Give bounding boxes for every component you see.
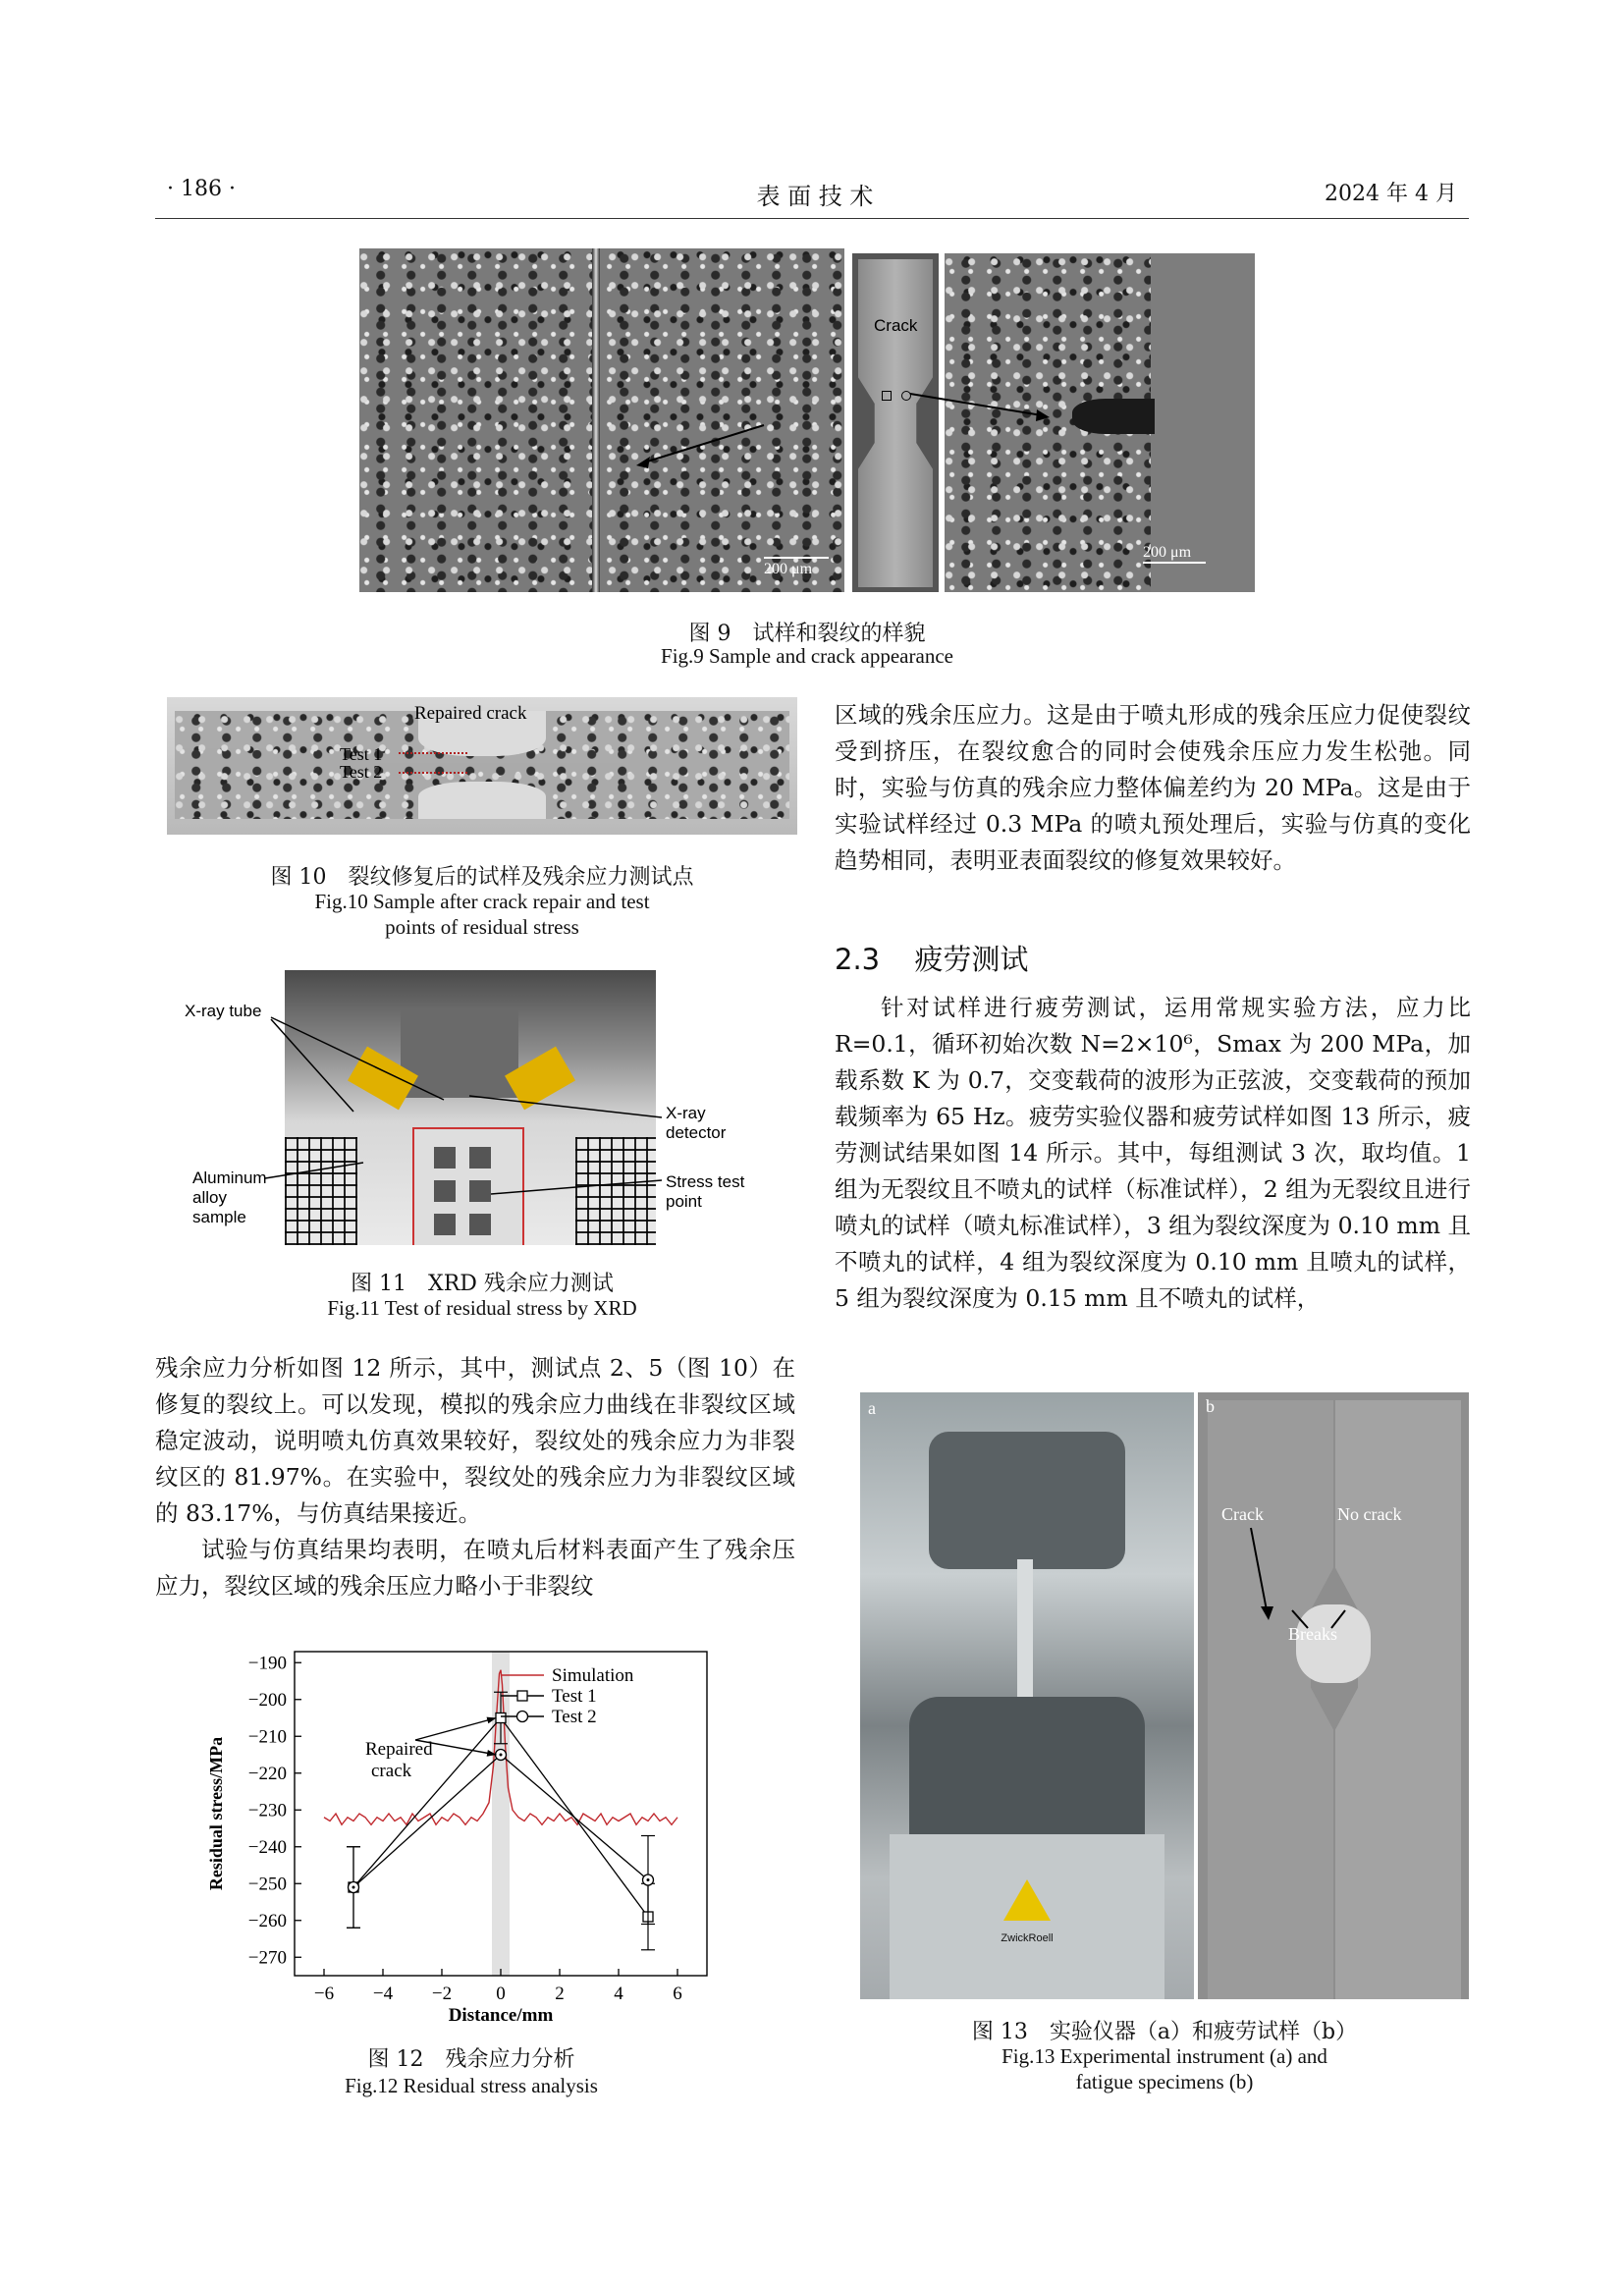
stress-point-label-2: point [666,1192,702,1211]
data-point-test1 [496,1713,506,1723]
fig13b-crack-label: Crack [1221,1504,1264,1524]
fig11-caption-cn: 图 11 XRD 残余应力测试 [351,1272,614,1296]
aluminum-label-3: sample [192,1208,246,1226]
fig12-caption-en: Fig.12 Residual stress analysis [345,2074,598,2097]
y-tick-label: −270 [247,1947,287,1969]
fig9-crack-label: Crack [874,316,918,335]
fig13-caption-cn: 图 13 实验仪器（a）和疲劳试样（b） [971,2020,1358,2044]
fig13b-no-crack-label: No crack [1337,1504,1402,1524]
fig13a-photo [860,1392,1194,1999]
fig9-caption-en: Fig.9 Sample and crack appearance [661,644,953,668]
fig12-caption-cn: 图 12 残余应力分析 [367,2047,575,2072]
right-paragraph-2: 针对试样进行疲劳测试，运用常规实验方法，应力比 R=0.1，循环初始次数 N=2×10⁶，Smax 为 200 MPa，加载系数 K 为 0.7，交变载荷的波形为正弦波，交变载荷的预加载频率为 65 Hz。疲劳实验仪器和疲劳试样如图 13 所示，疲劳测试结果如图 14 所示。其中，每组测试 3 次，取均值。1 组为无裂纹且不喷丸的试样（标准试样），2 组为无裂纹且进行喷丸的试样（喷丸标准试样），3 组为裂纹深度为 0.10 mm 且不喷丸的试样，4 组为裂纹深度为 0.10 mm 且喷丸的试样，5 组为裂纹深度为 0.15 mm 且不喷丸的试样， [835,994,1471,1312]
annotation-repaired: Repaired [365,1739,433,1760]
y-tick-label: −190 [247,1653,287,1674]
left-paragraph-2: 试验与仿真结果均表明，在喷丸后材料表面产生了残余压应力，裂纹区域的残余压应力略小于非裂纹 [155,1536,795,1600]
scale-label-left: 200 μm [764,561,813,577]
x-tick-label: 0 [496,1984,506,2004]
fig10-notch-bottom [418,782,546,819]
y-tick-label: −200 [247,1689,287,1711]
y-tick-label: −240 [247,1836,287,1858]
aluminum-label-2: alloy [192,1188,227,1207]
xray-detector-label-1: X-ray [666,1104,706,1122]
fig13-caption-en-2: fatigue specimens (b) [1075,2070,1254,2093]
x-tick-label: −4 [372,1984,394,2004]
fig13b-breaks-label: Breaks [1288,1624,1337,1644]
fig12-chart [196,1642,746,2044]
fig10-caption-en-1: Fig.10 Sample after crack repair and test [314,890,650,913]
test-points-row1 [399,752,467,758]
header-rule [155,218,1469,219]
fig9-micrograph-left [359,248,844,592]
y-tick-label: −210 [247,1726,287,1748]
scale-bar-left [764,557,829,559]
fig9-arrow-left [359,248,844,592]
right-column-text-2 [835,990,1471,1317]
upper-grip [929,1432,1125,1569]
fig10-test1-label: Test 1 [340,744,383,764]
machine-brand: ZwickRoell [1001,1932,1054,1944]
y-tick-label: −220 [247,1763,287,1784]
y-axis-label: Residual stress/MPa [206,1736,226,1891]
x-tick-label: −6 [313,1984,335,2004]
page-number: · 186 · [167,177,236,201]
fig10-caption-cn: 图 10 裂纹修复后的试样及残余应力测试点 [270,865,694,890]
annotation-crack: crack [371,1761,412,1781]
legend-marker [517,1691,527,1701]
xray-detector-label-2: detector [666,1123,727,1142]
section-heading [835,938,1028,978]
fig13-caption-en-1: Fig.13 Experimental instrument (a) and [1001,2044,1327,2068]
x-tick-label: −2 [431,1984,453,2004]
left-column-text [155,1350,795,1604]
fig10-caption-en-2: points of residual stress [385,915,579,939]
fig10-test2-label: Test 2 [340,762,383,782]
right-edge [1151,253,1255,592]
legend-label: Test 1 [552,1686,597,1707]
fig9-caption-cn: 图 9 试样和裂纹的样貌 [688,622,926,646]
journal-name: 表 面 技 术 [756,183,874,210]
xray-tube-label: X-ray tube [185,1002,262,1020]
fig11-leaders [177,1002,687,1237]
data-point-test2-dot [647,1878,650,1881]
fig9-arrow-right [908,388,1056,427]
fig10-photo [167,697,797,835]
stress-point-label-1: Stress test [666,1172,745,1191]
fig13a-label: a [868,1398,876,1418]
y-tick-label: −250 [247,1874,287,1895]
crack-notch [1072,399,1155,434]
x-tick-label: 6 [673,1984,682,2004]
section-number: 2.3 [835,943,881,976]
fig10-repaired-label: Repaired crack [414,703,527,724]
scale-label-right: 200 μm [1143,544,1192,561]
x-tick-label: 2 [555,1984,565,2004]
section-title: 疲劳测试 [914,943,1029,976]
data-point-test2-dot [500,1754,503,1757]
legend-marker [517,1712,528,1722]
right-column-text-1 [835,697,1471,879]
fig13b-photo [1198,1392,1469,1999]
y-tick-label: −230 [247,1800,287,1821]
test-points-row2 [399,772,467,778]
scale-bar-right [1143,562,1206,564]
data-point-test2-dot [352,1886,355,1889]
legend-label: Test 2 [552,1707,597,1727]
legend-label: Simulation [552,1665,634,1686]
crack-marker-box [882,391,892,401]
fig13b-label: b [1206,1396,1215,1416]
y-tick-label: −260 [247,1910,287,1931]
specimen-in-machine [1017,1559,1033,1707]
lower-grip [909,1697,1145,1834]
x-axis-label: Distance/mm [448,2005,554,2026]
fig13b-arrows [1198,1392,1469,1999]
x-tick-label: 4 [614,1984,623,2004]
issue-date: 2024 年 4 月 [1325,182,1457,206]
right-paragraph-1: 区域的残余压应力。这是由于喷丸形成的残余压应力促使裂纹受到挤压，在裂纹愈合的同时会使残余压应力发生松弛。同时，实验与仿真的残余应力整体偏差约为 20 MPa。这是由于实验试样经过 0.3 MPa 的喷丸预处理后，实验与仿真的变化趋势相同，表明亚表面裂纹的修复效果较好。 [835,701,1471,874]
aluminum-label-1: Aluminum [192,1169,267,1187]
left-paragraph-1: 残余应力分析如图 12 所示，其中，测试点 2、5（图 10）在修复的裂纹上。可以发现，模拟的残余应力曲线在非裂纹区域稳定波动，说明喷丸仿真效果较好，裂纹处的残余应力为非裂纹区的 81.97%。在实验中，裂纹处的残余应力为非裂纹区域的 83.17%，与仿真结果接近。 [155,1354,795,1527]
fig11-caption-en: Fig.11 Test of residual stress by XRD [327,1296,637,1320]
